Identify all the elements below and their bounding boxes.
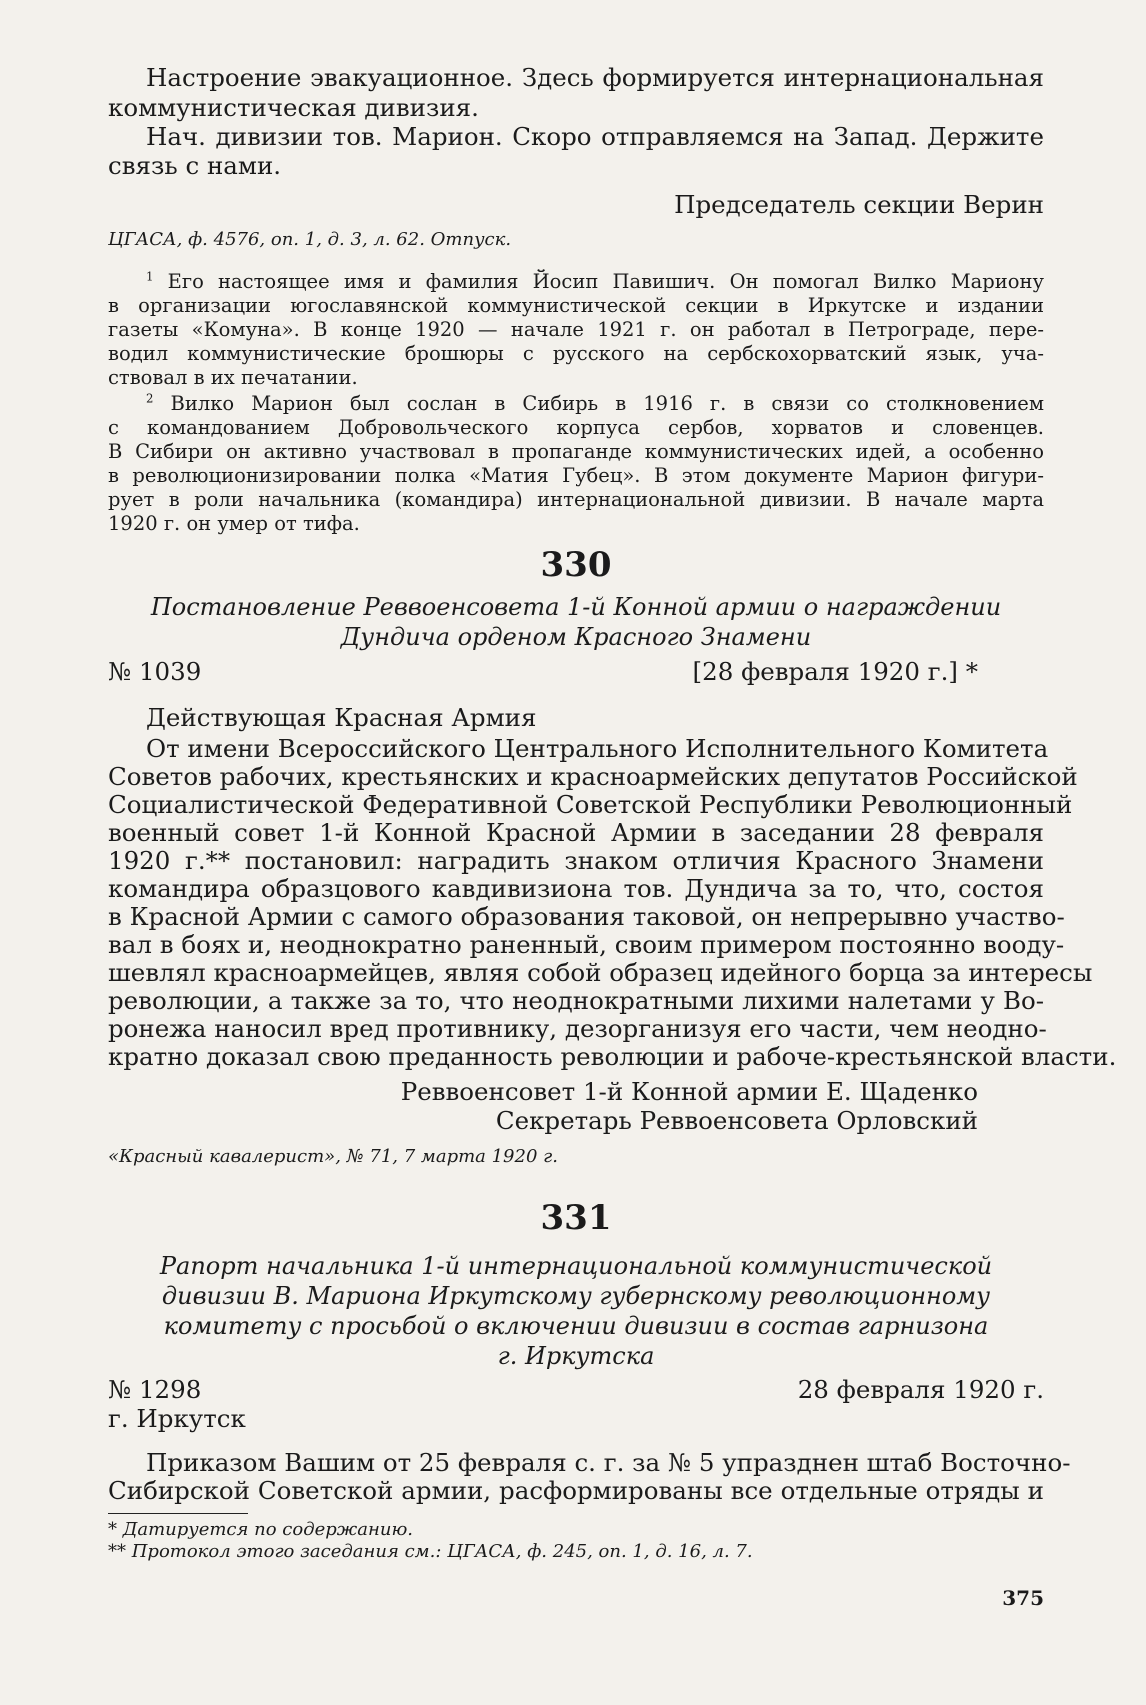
document-title: Рапорт начальника 1-й интернациональной коммунистической xyxy=(159,1252,993,1280)
archive-source: ЦГАСА, ф. 4576, оп. 1, д. 3, л. 62. Отпуск. xyxy=(108,229,512,250)
body-line: ронежа наносил вред противнику, дезорганизуя его части, чем неодно- xyxy=(108,1014,1047,1043)
footnote-divider xyxy=(108,1513,248,1514)
document-header-row xyxy=(108,656,978,688)
footnote-line: $^1$ Его настоящее имя и фамилия Йосип Павишич. Он помогал Вилко Мариону xyxy=(146,269,1044,293)
footnote-line: ствовал в их печатании. xyxy=(108,366,358,389)
document-title: г. Иркутска xyxy=(497,1342,655,1370)
addressee: Действующая Красная Армия xyxy=(146,703,537,732)
footnote-mark: 1 xyxy=(146,269,154,284)
document-title: Постановление Реввоенсовета 1-й Конной армии о награждении xyxy=(150,593,1002,621)
body-line: командира образцового кавдивизиона тов. Дундича за то, что, состоя xyxy=(108,874,1044,903)
footnote-line: водил коммунистические брошюры с русского на сербскохорватский язык, уча- xyxy=(108,342,1044,365)
body-line: вал в боях и, неоднократно раненный, своим примером постоянно вооду- xyxy=(108,930,1065,959)
body-line: Социалистической Федеративной Советской Республики Революционный xyxy=(108,790,1073,819)
body-line: военный совет 1-й Конной Красной Армии в заседании 28 февраля xyxy=(108,818,1044,847)
body-line: Приказом Вашим от 25 февраля с. г. за № 5 упразднен штаб Восточно- xyxy=(146,1448,1071,1477)
page-footnote: ** Протокол этого заседания см.: ЦГАСА, ф. 245, оп. 1, д. 16, л. 7. xyxy=(108,1541,753,1562)
document-date: 28 февраля 1920 г. xyxy=(797,1375,1044,1404)
document-title: комитету с просьбой о включении дивизии в состав гарнизона xyxy=(163,1312,989,1340)
footnote-line: в организации югославянской коммунистической секции в Иркутске и издании xyxy=(108,294,1044,317)
page-number: 375 xyxy=(1002,1586,1044,1610)
reference-number: № 1039 xyxy=(108,657,202,686)
paragraph-line: связь с нами. xyxy=(108,151,282,180)
document-number: 330 xyxy=(540,545,612,585)
document-date: [28 февраля 1920 г.] * xyxy=(692,657,978,686)
publication-source: «Красный кавалерист», № 71, 7 марта 1920 г. xyxy=(108,1146,558,1167)
body-line: Советов рабочих, крестьянских и красноармейских депутатов Российской xyxy=(108,762,1078,791)
body-line: шевлял красноармейцев, являя собой образец идейного борца за интересы xyxy=(108,958,1093,987)
reference-number: № 1298 xyxy=(108,1375,202,1404)
document-title: дивизии В. Мариона Иркутскому губернскому революционному xyxy=(161,1282,991,1310)
body-line: кратно доказал свою преданность революции и рабоче-крестьянской власти. xyxy=(108,1042,1117,1071)
paragraph-line: Нач. дивизии тов. Марион. Скоро отправляемся на Запад. Держите xyxy=(146,122,1044,151)
footnote-line: с командованием Добровольческого корпуса сербов, хорватов и словенцев. xyxy=(108,416,1044,439)
body-line: революции, а также за то, что неоднократными лихими налетами у Во- xyxy=(108,986,1044,1015)
body-line: От имени Всероссийского Центрального Исполнительного Комитета xyxy=(146,734,1049,763)
footnote-line: в революционизировании полка «Матия Губец». В этом документе Марион фигури- xyxy=(108,464,1044,487)
body-line: в Красной Армии с самого образования таковой, он непрерывно участво- xyxy=(108,902,1065,931)
signature: Реввоенсовет 1-й Конной армии Е. Щаденко xyxy=(400,1077,978,1106)
footnote-line: 1920 г. он умер от тифа. xyxy=(108,512,360,535)
page-footnote: * Датируется по содержанию. xyxy=(108,1519,414,1540)
signature: Секретарь Реввоенсовета Орловский xyxy=(495,1106,978,1135)
paragraph-line: Настроение эвакуационное. Здесь формируется интернациональная xyxy=(146,63,1044,92)
footnote-line: В Сибири он активно участвовал в пропаганде коммунистических идей, а особенно xyxy=(108,440,1044,463)
document-title: Дундича орденом Красного Знамени xyxy=(340,623,812,651)
footnote-line: $^2$ Вилко Марион был сослан в Сибирь в 1916 г. в связи со столкновением xyxy=(146,391,1045,415)
footnote-mark: 2 xyxy=(146,391,154,406)
body-line: 1920 г.** постановил: наградить знаком отличия Красного Знамени xyxy=(108,846,1044,875)
body-line: Сибирской Советской армии, расформированы все отдельные отряды и xyxy=(108,1476,1044,1505)
document-place: г. Иркутск xyxy=(108,1404,246,1433)
footnote-line: рует в роли начальника (командира) интернациональной дивизии. В начале марта xyxy=(108,488,1044,511)
document-number: 331 xyxy=(540,1198,612,1238)
paragraph-line: коммунистическая дивизия. xyxy=(108,93,479,122)
document-header-row xyxy=(108,1374,1044,1406)
footnote-line: газеты «Комуна». В конце 1920 — начале 1921 г. он работал в Петрограде, пере- xyxy=(108,318,1044,341)
signature: Председатель секции Верин xyxy=(674,190,1044,219)
